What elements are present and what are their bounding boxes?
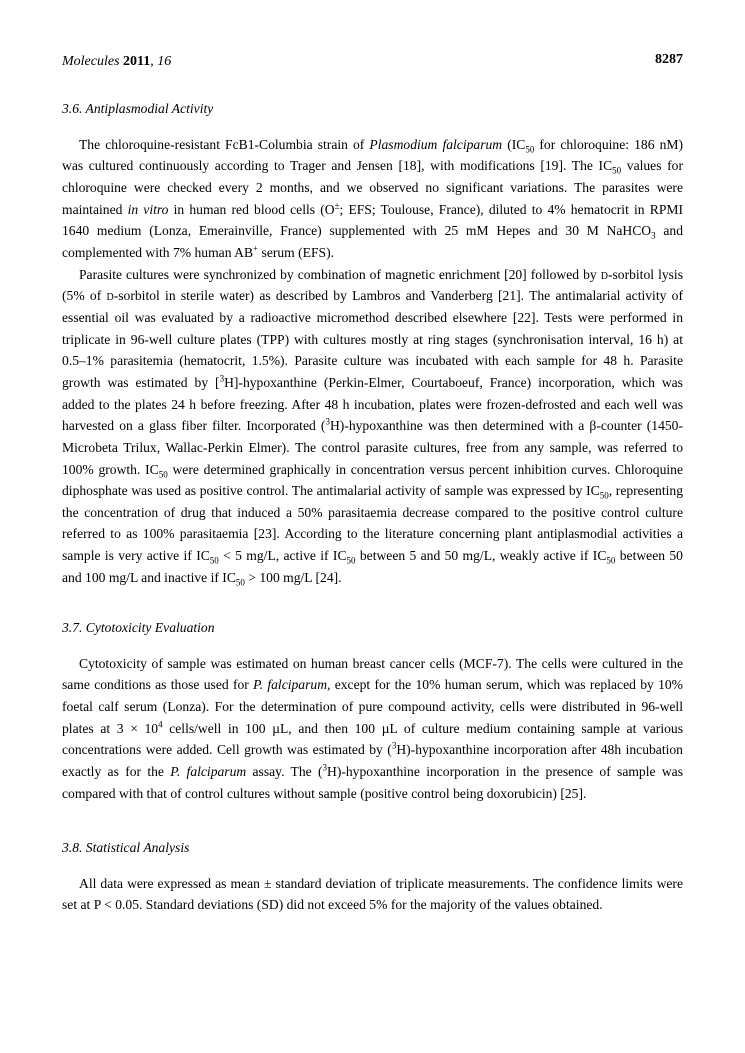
page-header	[62, 54, 683, 74]
paragraph	[62, 653, 683, 805]
text-run: , except for the 10% human serum, which was replaced by 10% foetal calf serum (Lonza). For the determination of pure compound activity, cells were distributed in 96-well plates at 3 × 10	[62, 677, 683, 736]
page-number: 8287	[655, 52, 683, 67]
text-run: values for chloroquine were checked every 2 months, and we observed no significant variations. The parasites were maintained	[62, 158, 683, 217]
journal-volume: 16	[157, 54, 172, 69]
text-run: serum (EFS).	[258, 244, 335, 260]
text-run: (IC	[502, 136, 526, 152]
paragraph	[62, 873, 683, 916]
text-run: 4	[158, 719, 163, 730]
text-run: 50	[612, 166, 622, 177]
text-run: in human red blood cells (O	[168, 201, 335, 217]
text-run: 3	[651, 231, 656, 241]
text-run: H)-hypoxanthine incorporation in the presence of sample was compared with that of control cultures without sample (positive control being doxorubicin) [25].	[62, 763, 683, 801]
text-run: Parasite cultures were synchronized by combination of magnetic enrichment [20] followed by	[79, 266, 601, 282]
text-run: were determined graphically in concentration versus percent inhibition curves. Chloroquine diphosphate was used as positive control. The antimalarial activity of sample was expressed by IC	[62, 461, 683, 499]
text-run: 50	[606, 555, 616, 566]
text-run: 50	[158, 469, 168, 480]
text-run: +	[253, 243, 259, 254]
text-run: , representing the concentration of drug that induced a 50% parasitaemia decrease compared to the positive control culture referred to as 100% parasitaemia [23]. According to the literature concerning plant antiplasmodial activities a sample is very active if IC	[62, 483, 683, 564]
text-run: d	[600, 266, 608, 282]
text-run: between 50 and 100 mg/L and inactive if IC	[62, 548, 683, 585]
text-run: P. falciparum	[170, 763, 247, 779]
text-run: All data were expressed as mean ± standard deviation of triplicate measurements. The confidence limits were set at P < 0.05. Standard deviations (SD) did not exceed 5% for the majority of the values obtained.	[62, 875, 683, 913]
text-run: Plasmodium falciparum	[369, 136, 503, 152]
text-run: for chloroquine: 186 nM) was cultured continuously according to Trager and Jensen [18], with modifications [19]. The IC	[62, 136, 683, 174]
section-antiplasmodial	[62, 98, 683, 588]
text-run: assay. The (	[246, 763, 323, 779]
text-run: Cytotoxicity of sample was estimated on human breast cancer cells (MCF-7). The cells were cultured in the same conditions as those used for	[62, 655, 683, 693]
text-run: 50	[235, 577, 245, 588]
journal-name: Molecules	[62, 54, 120, 69]
section-heading: 3.7. Cytotoxicity Evaluation	[62, 620, 215, 635]
paragraph	[62, 134, 683, 264]
journal-year: 2011	[123, 54, 151, 69]
text-run: d	[106, 288, 114, 304]
section-cytotoxicity	[62, 617, 683, 804]
text-run: between 5 and 50 mg/L, weakly active if IC	[355, 548, 607, 564]
text-run: P. falciparum	[253, 677, 328, 693]
text-run: 3	[322, 762, 328, 773]
text-run: 50	[525, 144, 535, 155]
text-run: in vitro	[127, 201, 169, 217]
paragraph	[62, 264, 683, 589]
text-run: 50	[599, 490, 609, 501]
text-run: -sorbitol lysis (5% of	[62, 266, 683, 304]
text-run: ±	[334, 200, 340, 211]
text-run: 3	[391, 740, 397, 751]
text-run: The chloroquine-resistant FcB1-Columbia strain of	[79, 136, 370, 152]
text-run: H)-hypoxanthine was then determined with a β-counter (1450-Microbeta Trilux, Wallac-Perkin Elmer). The control parasite cultures, free from any sample, was referred to 100% growth. IC	[62, 418, 683, 477]
section-statistics	[62, 837, 683, 916]
journal-citation: Molecules 2011, 16	[62, 54, 172, 69]
text-run: 50	[209, 555, 219, 566]
text-run: H]-hypoxanthine (Perkin-Elmer, Courtaboeuf, France) incorporation, which was added to the plates 24 h before freezing. After 48 h incubation, plates were frozen-defrosted and each well was harvested on a glass fiber filter. Incorporated (	[62, 374, 683, 434]
text-run: 50	[346, 555, 356, 566]
text-run: ; EFS; Toulouse, France), diluted to 4% hematocrit in RPMI 1640 medium (Lonza, Emerainville, France) supplemented with 25 mM Hepes and 30 M NaHCO	[62, 201, 683, 239]
text-run: cells/well in 100 µL, and then 100 µL of culture medium containing sample at various concentrations were added. Cell growth was estimated by (	[62, 720, 683, 758]
section-heading: 3.8. Statistical Analysis	[62, 840, 190, 855]
text-run: and complemented with 7% human AB	[62, 223, 683, 260]
text-run: > 100 mg/L [24].	[244, 569, 342, 585]
text-run: 3	[325, 416, 330, 427]
text-run: < 5 mg/L, active if IC	[218, 548, 347, 564]
section-heading: 3.6. Antiplasmodial Activity	[62, 101, 214, 116]
text-run: 3	[219, 373, 225, 384]
text-run: H)-hypoxanthine incorporation after 48h incubation exactly as for the	[62, 742, 683, 779]
text-run: -sorbitol in sterile water) as described by Lambros and Vanderberg [21]. The antimalarial activity of essential oil was evaluated by a radioactive micromethod described elsewhere [22]. Tests were performed in triplicate in 96-well culture plates (TPP) with cultures mostly at ring stages (synchronisation interval, 16 h) at 0.5–1% parasitemia (hematocrit, 1.5%). Parasite culture was incubated with each sample for 48 h. Parasite growth was estimated by [	[62, 288, 683, 390]
